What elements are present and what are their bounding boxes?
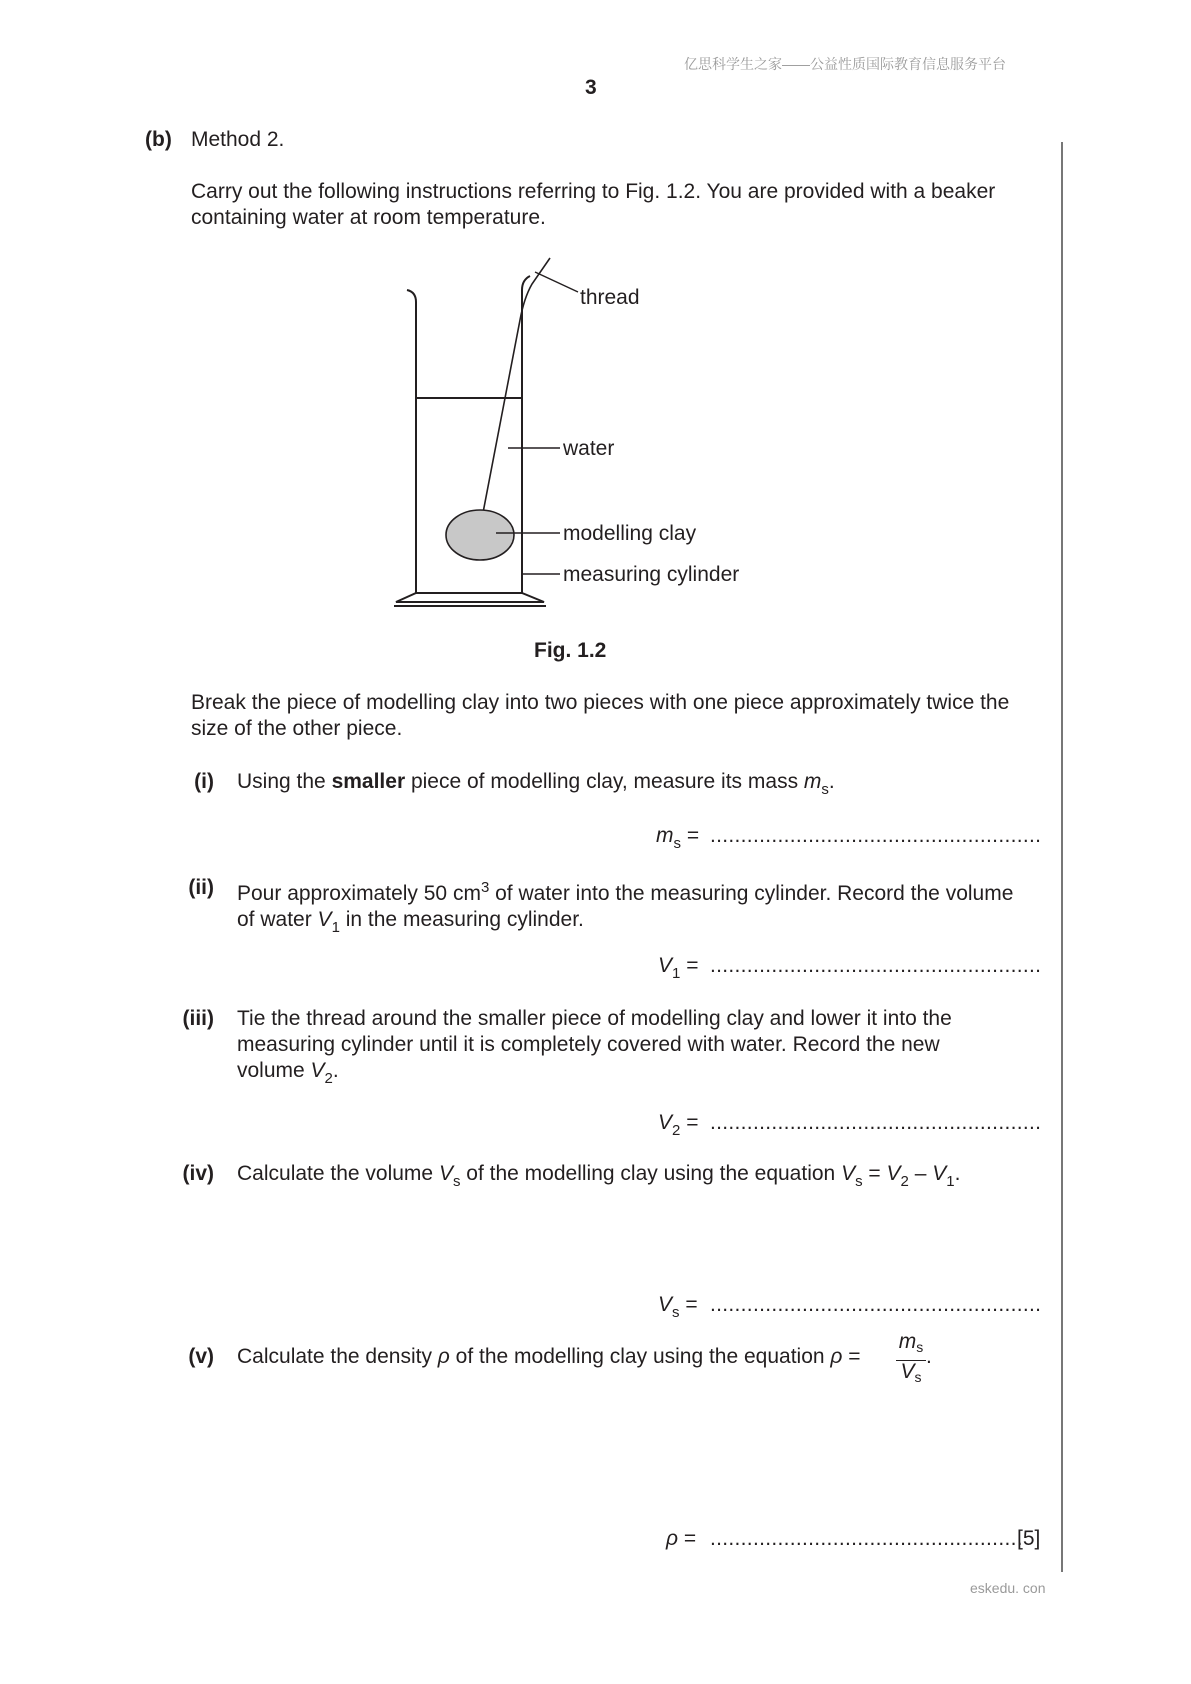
answer-i-line[interactable]: ...................................................... — [710, 824, 1042, 847]
question-v-label: (v) — [188, 1345, 214, 1368]
ans-iii-sym: V — [658, 1111, 673, 1134]
ans-v-eq: = — [678, 1527, 697, 1550]
frac-num-sym: m — [898, 1330, 917, 1353]
ans-ii-sym: V — [658, 954, 673, 977]
answer-ii-line[interactable]: ...................................................... — [710, 954, 1042, 977]
label-modelling-clay: modelling clay — [563, 522, 697, 545]
q-iii-sym: V — [310, 1059, 325, 1082]
part-label: (b) — [145, 128, 172, 151]
answer-v-line[interactable]: ................................................... — [710, 1527, 1023, 1550]
q-iii-l3a: volume — [237, 1059, 311, 1082]
ans-iii-eq: = — [680, 1111, 699, 1134]
watermark-bottom: eskedu. con — [970, 1580, 1046, 1596]
label-thread: thread — [580, 286, 640, 309]
q-iv-eq-eq: = — [862, 1162, 887, 1185]
ans-i-sub: s — [673, 835, 681, 852]
part-title: Method 2. — [191, 128, 285, 151]
answer-iii — [658, 1110, 698, 1144]
q-i-before: Using the — [237, 770, 332, 793]
label-water: water — [563, 437, 615, 460]
density-fraction — [896, 1331, 926, 1388]
q-i-end: . — [828, 770, 835, 793]
answer-i — [656, 823, 699, 857]
ans-iii-sub: 2 — [672, 1122, 681, 1139]
break-paragraph — [191, 690, 1046, 742]
ans-iv-sym: V — [658, 1293, 673, 1316]
intro-line-1: Carry out the following instructions referring to Fig. 1.2. You are provided with a beaker — [191, 180, 996, 203]
q-v-b: of the modelling clay using the equation — [449, 1345, 831, 1368]
cylinder-right-wall — [522, 276, 530, 595]
fraction-denominator — [896, 1361, 926, 1388]
q-iii-line-1: Tie the thread around the smaller piece of modelling clay and lower it into the — [237, 1007, 952, 1030]
q-v-eq-eq: = — [842, 1345, 861, 1368]
question-v-text — [237, 1344, 861, 1370]
ans-v-sym: ρ — [666, 1527, 679, 1550]
ans-i-eq: = — [681, 824, 700, 847]
ans-iv-sub: s — [672, 1304, 680, 1321]
q-i-sym: m — [803, 770, 822, 793]
q-iv-eq-minus: – — [908, 1162, 933, 1185]
ans-ii-sub: 1 — [672, 965, 681, 982]
watermark-top: 亿思科学生之家——公益性质国际教育信息服务平台 — [684, 56, 1006, 72]
intro-line-2: containing water at room temperature. — [191, 206, 546, 229]
q-iii-line-2: measuring cylinder until it is completely covered with water. Record the new — [237, 1033, 940, 1056]
q-iii-sub: 2 — [324, 1070, 333, 1087]
q-v-rho: ρ — [437, 1345, 450, 1368]
answer-iii-line[interactable]: ...................................................... — [710, 1111, 1042, 1134]
q-ii-sup: 3 — [480, 879, 490, 896]
q-iv-sym: V — [438, 1162, 453, 1185]
answer-iv — [658, 1292, 698, 1326]
question-iv-text — [237, 1161, 960, 1195]
q-ii-line-2 — [237, 907, 1047, 941]
q-i-bold: smaller — [331, 770, 406, 793]
intro-paragraph — [191, 179, 1046, 231]
q-v-a: Calculate the density — [237, 1345, 438, 1368]
answer-ii — [658, 953, 698, 987]
q-ii-l1a: Pour approximately 50 cm — [237, 882, 481, 905]
cylinder-base — [396, 593, 544, 602]
q-iv-eq-sub-2: 2 — [900, 1173, 909, 1190]
frac-den-sub: s — [914, 1369, 922, 1385]
question-iii-label: (iii) — [182, 1007, 214, 1030]
ans-i-sym: m — [656, 824, 674, 847]
answer-v — [666, 1526, 696, 1552]
q-ii-line-1 — [237, 875, 1047, 907]
q-iv-a: Calculate the volume — [237, 1162, 439, 1185]
question-i-text — [237, 769, 835, 803]
ans-iv-eq: = — [679, 1293, 698, 1316]
q-iv-b: of the modelling clay using the equation — [460, 1162, 842, 1185]
question-iii-text — [237, 1006, 1047, 1092]
q-iv-eq-sub-1: 1 — [946, 1173, 955, 1190]
modelling-clay-shape — [446, 510, 514, 560]
q-v-eq-end: . — [926, 1345, 932, 1368]
q-iv-eq-vs: V — [841, 1162, 856, 1185]
q-ii-sub: 1 — [331, 919, 340, 936]
q-ii-l1b: of water into the measuring cylinder. Record the volume — [489, 882, 1014, 905]
q-iv-eq-end: . — [954, 1162, 961, 1185]
q-ii-sym: V — [317, 908, 332, 931]
fraction-numerator — [896, 1331, 926, 1361]
q-i-sub: s — [821, 781, 829, 798]
break-line-2: size of the other piece. — [191, 717, 403, 740]
q-iv-eq-sub-s: s — [855, 1173, 863, 1190]
frac-den-sym: V — [900, 1360, 915, 1383]
question-ii-label: (ii) — [188, 876, 214, 899]
thread-line — [482, 258, 550, 518]
page-number: 3 — [585, 76, 597, 99]
question-iv-label: (iv) — [182, 1162, 214, 1185]
break-line-1: Break the piece of modelling clay into two pieces with one piece approximately twice the — [191, 691, 1010, 714]
q-v-eq-rho: ρ — [830, 1345, 843, 1368]
marks: [5] — [1017, 1527, 1041, 1550]
frac-num-sub: s — [916, 1339, 924, 1355]
ans-ii-eq: = — [680, 954, 699, 977]
q-ii-l2a: of water — [237, 908, 318, 931]
q-i-after: piece of modelling clay, measure its mass — [405, 770, 804, 793]
thread-leader — [535, 272, 578, 292]
label-measuring-cylinder: measuring cylinder — [563, 563, 740, 586]
margin-line — [1061, 142, 1063, 1572]
question-i-label: (i) — [194, 770, 214, 793]
q-iii-end: . — [332, 1059, 339, 1082]
q-iii-line-3 — [237, 1058, 1047, 1092]
q-ii-l2b: in the measuring cylinder. — [339, 908, 584, 931]
answer-iv-line[interactable]: ...................................................... — [710, 1293, 1042, 1316]
q-iv-sub: s — [452, 1173, 461, 1190]
cylinder-left-wall — [407, 290, 416, 595]
question-ii-text — [237, 875, 1047, 941]
figure-caption: Fig. 1.2 — [534, 639, 607, 662]
q-iv-eq-v2: V — [886, 1162, 901, 1185]
q-iv-eq-v1: V — [932, 1162, 947, 1185]
